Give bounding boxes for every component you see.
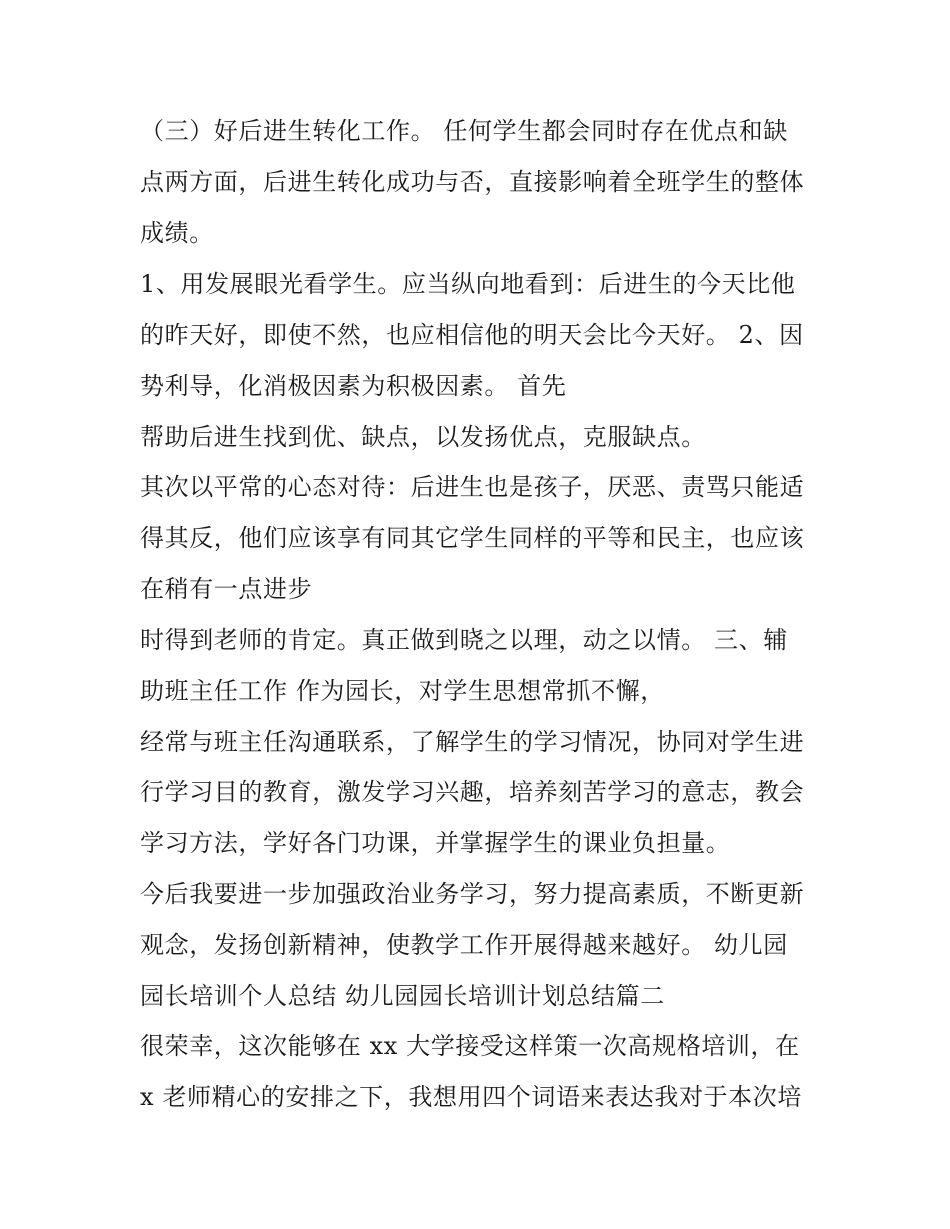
text-line: 园长培训个人总结 幼儿园园长培训计划总结篇二 bbox=[140, 982, 665, 1010]
text-line: 时得到老师的肯定。真正做到晓之以理，动之以情。 三、辅 bbox=[140, 626, 788, 654]
text-line: 得其反，他们应该享有同其它学生同样的平等和民主，也应该 bbox=[140, 524, 805, 552]
text-line: 其次以平常的心态对待：后进生也是孩子，厌恶、责骂只能适 bbox=[140, 473, 805, 501]
text-line: 点两方面，后进生转化成功与否，直接影响着全班学生的整体 bbox=[140, 168, 805, 196]
text-line: 学习方法，学好各门功课，并掌握学生的课业负担量。 bbox=[140, 829, 731, 857]
text-line: 成绩。 bbox=[140, 219, 214, 247]
text-line: 1、用发展眼光看学生。应当纵向地看到：后进生的今天比他 bbox=[140, 270, 796, 298]
text-line: 行学习目的教育，激发学习兴趣，培养刻苦学习的意志，教会 bbox=[140, 778, 805, 806]
text-line: 帮助后进生找到优、缺点，以发扬优点，克服缺点。 bbox=[140, 423, 706, 451]
text-line: 势利导，化消极因素为积极因素。 首先 bbox=[140, 372, 567, 400]
text-line: 在稍有一点进步 bbox=[140, 575, 313, 603]
text-line: 助班主任工作 作为园长，对学生思想常抓不懈， bbox=[140, 677, 665, 705]
text-line: （三）好后进生转化工作。 任何学生都会同时存在优点和缺 bbox=[140, 117, 788, 145]
text-line: 经常与班主任沟通联系，了解学生的学习情况，协同对学生进 bbox=[140, 728, 805, 756]
text-line: 今后我要进一步加强政治业务学习，努力提高素质，不断更新 bbox=[140, 880, 805, 908]
text-line: 观念，发扬创新精神，使教学工作开展得越来越好。 幼儿园 bbox=[140, 931, 788, 959]
text-line: 很荣幸，这次能够在 xx 大学接受这样策一次高规格培训，在 bbox=[140, 1032, 800, 1060]
text-line: 的昨天好，即使不然，也应相信他的明天会比今天好。 2、因 bbox=[140, 321, 804, 349]
text-line: x 老师精心的安排之下，我想用四个词语来表达我对于本次培 bbox=[140, 1083, 802, 1111]
